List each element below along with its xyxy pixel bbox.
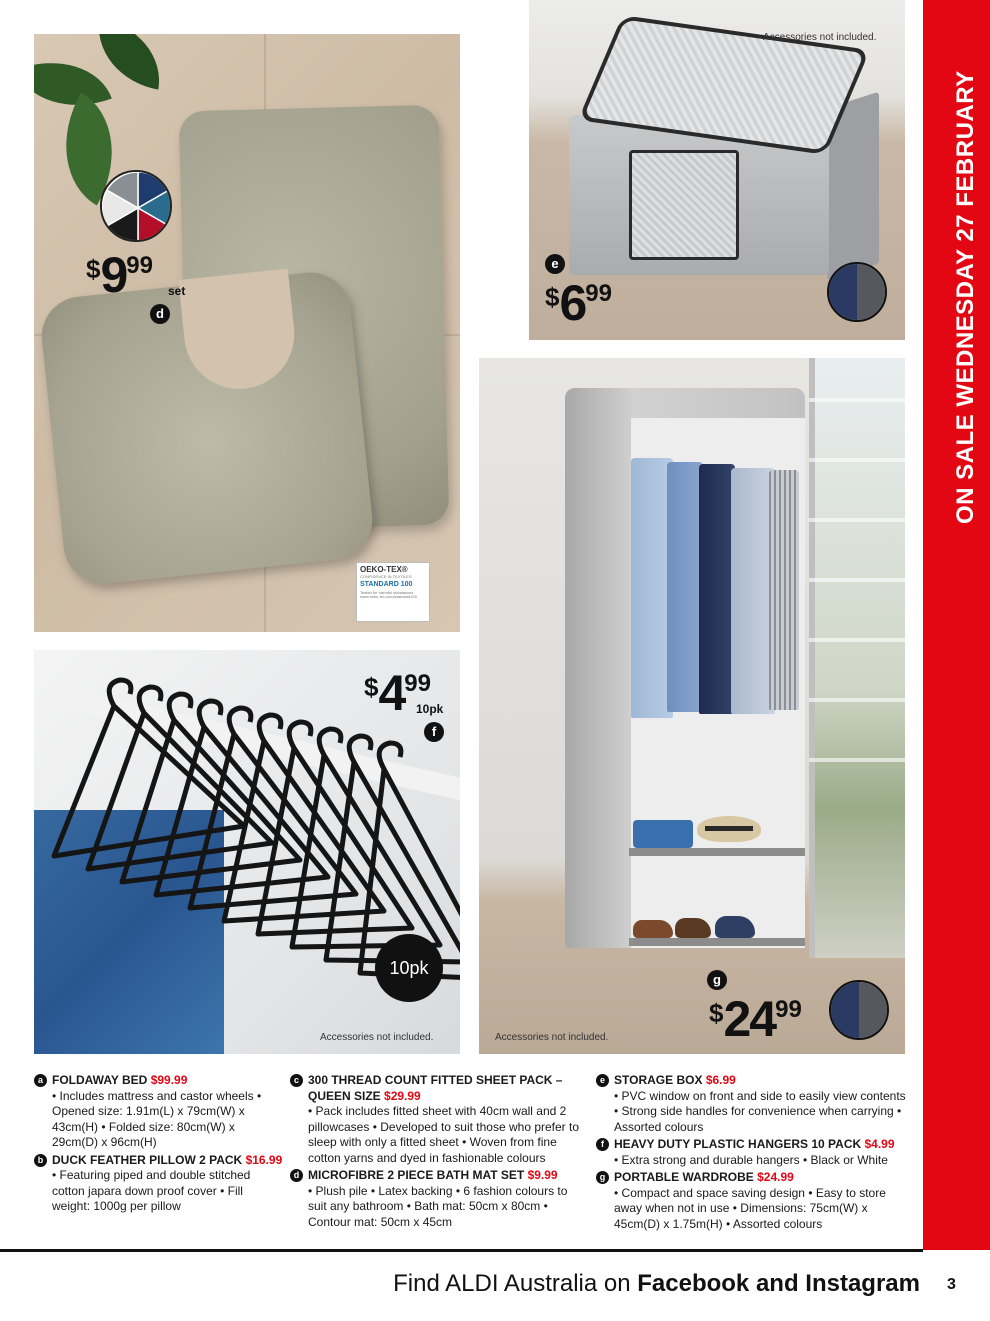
price-whole: 6 — [559, 275, 586, 331]
product-details: • Pack includes fitted sheet with 40cm wall and 2 pillowcases • Developed to suit those who prefer to sleep with only a fitted sheet • Woven from fine cotton yarns and dyed in fashionable colours — [308, 1104, 580, 1165]
louvre-slat — [809, 578, 905, 582]
description-letter: g — [596, 1171, 609, 1184]
pack-size-badge: 10pk — [375, 934, 443, 1002]
louvre-slat — [809, 398, 905, 402]
product-name: PORTABLE WARDROBE — [614, 1170, 754, 1184]
wardrobe-shelf — [629, 938, 805, 946]
price-unit: 10pk — [416, 702, 444, 716]
oeko-tex-label — [356, 562, 430, 622]
product-price: $4.99 — [864, 1137, 895, 1151]
colour-navy — [831, 982, 859, 1038]
product-letter-badge: e — [545, 254, 565, 274]
wardrobe-product-image — [479, 358, 905, 1054]
hangers-price — [364, 665, 444, 721]
wardrobe-shelf — [629, 848, 805, 856]
product-description — [596, 1170, 906, 1232]
product-description — [596, 1137, 906, 1168]
product-details: • Plush pile • Latex backing • 6 fashion colours to suit any bathroom • Bath mat: 50cm x 80cm • Contour mat: 50cm x 45cm — [308, 1183, 568, 1229]
product-description — [34, 1073, 284, 1151]
price-dollar-sign: $ — [545, 282, 560, 312]
shoe — [675, 918, 711, 938]
price-dollar-sign: $ — [709, 998, 724, 1028]
description-letter: a — [34, 1074, 47, 1087]
hangers-product-image — [34, 650, 460, 1054]
shoe — [715, 916, 755, 938]
product-details: • Featuring piped and double stitched cotton japara down proof cover • Fill weight: 1000g per pillow — [52, 1168, 251, 1213]
sale-date-banner — [923, 0, 990, 1250]
price-cents: 99 — [775, 996, 802, 1023]
description-letter: e — [596, 1074, 609, 1087]
product-name: MICROFIBRE 2 PIECE BATH MAT SET — [308, 1168, 525, 1182]
price-cents: 99 — [404, 670, 431, 697]
product-price: $29.99 — [384, 1088, 421, 1103]
price-cents: 99 — [585, 280, 612, 307]
social-footer — [393, 1270, 920, 1298]
product-details: • Includes mattress and castor wheels • Opened size: 1.91m(L) x 79cm(W) x 43cm(H) • Folded size: 80cm(W) x 29cm(D) x 96cm(H) — [52, 1088, 262, 1149]
product-description — [596, 1073, 906, 1135]
footer-text: Find ALDI Australia on — [393, 1270, 631, 1297]
bath-mat-product-image — [34, 34, 460, 632]
storage-box-price — [545, 275, 612, 331]
accessories-note: Accessories not included. — [320, 1032, 434, 1043]
description-letter: f — [596, 1138, 609, 1151]
shoe — [633, 920, 673, 938]
storage-box-window — [629, 150, 739, 260]
shirt — [699, 464, 735, 714]
product-name: STORAGE BOX — [614, 1073, 703, 1087]
product-details: • Extra strong and durable hangers • Black or White — [614, 1152, 888, 1167]
product-price: $9.99 — [527, 1168, 558, 1182]
product-details: • Compact and space saving design • Easy to store away when not in use • Dimensions: 75cm(W) x 45cm(D) x 1.75m(H) • Assorted colours — [614, 1185, 886, 1231]
louvre-slat — [809, 638, 905, 642]
storage-box-colour-options — [827, 262, 887, 322]
price-whole: 9 — [100, 247, 127, 303]
accessories-note: Accessories not included. — [763, 32, 877, 43]
product-letter-badge: g — [707, 970, 727, 990]
product-name: DUCK FEATHER PILLOW 2 PACK — [52, 1152, 243, 1167]
storage-box-product-image — [529, 0, 905, 340]
louvre-window — [809, 358, 905, 958]
product-price: $16.99 — [245, 1152, 283, 1167]
colour-grey — [859, 982, 887, 1038]
sale-date-text: ON SALE WEDNESDAY 27 FEBRUARY — [952, 70, 979, 524]
description-column-1 — [34, 1073, 284, 1217]
colour-grey — [857, 264, 885, 320]
bath-mat-price — [86, 247, 186, 303]
product-name: HEAVY DUTY PLASTIC HANGERS 10 PACK — [614, 1137, 862, 1151]
footer-divider — [0, 1249, 923, 1252]
description-letter: b — [34, 1154, 47, 1167]
footer-social-names: Facebook and Instagram — [637, 1270, 920, 1297]
price-dollar-sign: $ — [364, 672, 379, 702]
louvre-slat — [809, 518, 905, 522]
colour-navy — [829, 264, 857, 320]
folded-shirt — [633, 820, 693, 848]
oeko-tex-standard: STANDARD 100 — [360, 581, 413, 589]
louvre-slat — [809, 758, 905, 762]
description-letter: c — [290, 1074, 303, 1087]
page-number: 3 — [947, 1276, 956, 1293]
louvre-slat — [809, 698, 905, 702]
product-price: $6.99 — [705, 1073, 736, 1087]
product-description — [290, 1168, 580, 1230]
description-column-3 — [596, 1073, 906, 1234]
product-letter-badge: d — [150, 304, 170, 324]
product-price: $99.99 — [150, 1073, 188, 1087]
product-price: $24.99 — [757, 1170, 794, 1184]
oeko-tex-subtitle: CONFIDENCE IN TEXTILES — [360, 573, 412, 579]
description-column-2 — [290, 1073, 580, 1232]
hat-band — [705, 826, 753, 831]
product-details: • PVC window on front and side to easily view contents • Strong side handles for convenience when carrying • Assorted colours — [614, 1088, 906, 1134]
colour-swatch-wheel — [100, 170, 172, 242]
wardrobe-colour-options — [829, 980, 889, 1040]
accessories-note: Accessories not included. — [495, 1032, 609, 1043]
price-whole: 24 — [723, 991, 776, 1047]
wardrobe-price — [709, 991, 802, 1047]
shirt — [667, 462, 703, 712]
product-description — [290, 1073, 580, 1166]
oeko-tex-small-print: Tested for harmful substances. www.oeko-tex.com/standard100 — [360, 589, 417, 600]
description-letter: d — [290, 1169, 303, 1182]
price-dollar-sign: $ — [86, 254, 101, 284]
price-whole: 4 — [378, 665, 405, 721]
product-name: 300 THREAD COUNT FITTED SHEET PACK – QUEEN SIZE — [308, 1073, 563, 1103]
price-cents: 99 — [126, 252, 153, 279]
wardrobe-rolled-cover — [565, 388, 631, 948]
product-name: FOLDAWAY BED — [52, 1073, 148, 1087]
price-unit: set — [168, 284, 186, 298]
product-description — [34, 1153, 284, 1215]
oeko-tex-title: OEKO-TEX® — [360, 565, 408, 574]
louvre-slat — [809, 458, 905, 462]
shirt — [769, 470, 799, 710]
product-letter-badge: f — [424, 722, 444, 742]
